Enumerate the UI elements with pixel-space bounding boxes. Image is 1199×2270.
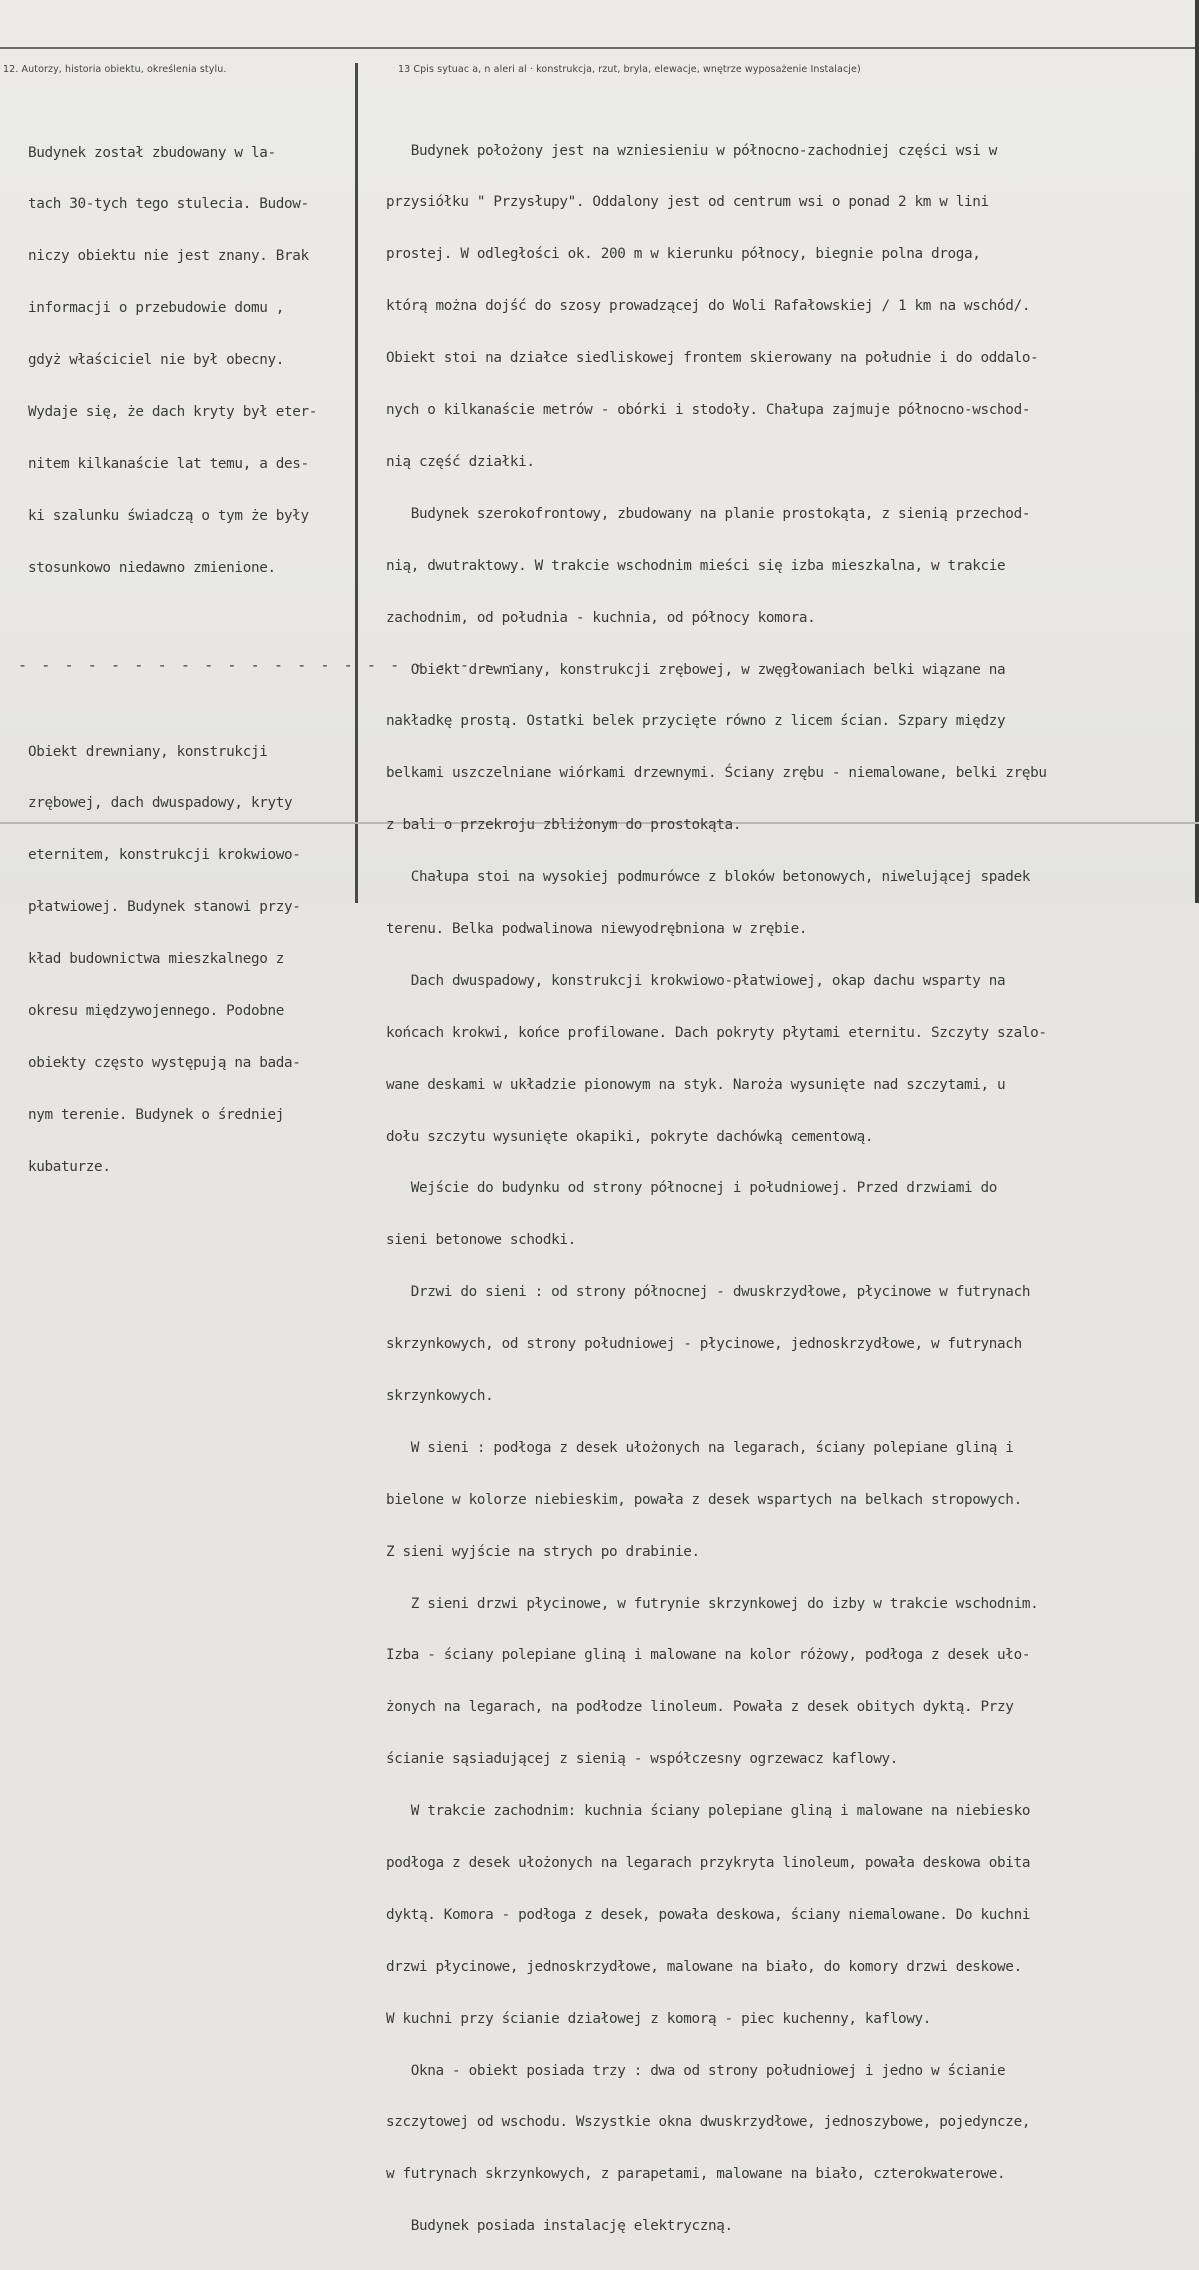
description-line: przysiółku " Przysłupy". Oddalony jest od centrum wsi o ponad 2 km w lini [386, 194, 989, 211]
description-line: W sieni : podłoga z desek ułożonych na legarach, ściany polepiane gliną i [386, 1439, 1014, 1456]
description-line: Drzwi do sieni : od strony północnej - dwuskrzydłowe, płycinowe w futrynach [386, 1284, 1031, 1301]
description-line: nakładkę prostą. Ostatki belek przycięte równo z licem ścian. Szpary między [386, 713, 1006, 730]
description-line: W kuchni przy ścianie działowej z komorą - piec kuchenny, kaflowy. [386, 2010, 931, 2027]
description-line: Z sieni wyjście na strych po drabinie. [386, 1543, 700, 1560]
description-line: belkami uszczelniane wiórkami drzewnymi. Ściany zrębu - niemalowane, belki zrębu [386, 765, 1047, 782]
history-line: Wydaje się, że dach kryty był eter- [28, 404, 318, 421]
description-line: ścianie sąsiadującej z sienią - współczesny ogrzewacz kaflowy. [386, 1751, 898, 1768]
history-line: informacji o przebudowie domu , [28, 300, 284, 317]
description-line: Okna - obiekt posiada trzy : dwa od strony południowej i jedno w ścianie [386, 2062, 1006, 2079]
description-line: Budynek szerokofrontowy, zbudowany na planie prostokąta, z sienią przechod- [386, 505, 1031, 522]
summary-line: nym terenie. Budynek o średniej [28, 1106, 284, 1123]
description-line: nią, dwutraktowy. W trakcie wschodnim mieści się izba mieszkalna, w trakcie [386, 557, 1006, 574]
description-line: bielone w kolorze niebieskim, powała z desek wspartych na belkach stropowych. [386, 1491, 1022, 1508]
description-line: dołu szczytu wysunięte okapiki, pokryte dachówką cementową. [386, 1128, 874, 1145]
top-rule [0, 47, 1199, 49]
description-line: w futrynach skrzynkowych, z parapetami, malowane na biało, czterokwaterowe. [386, 2166, 1006, 2183]
description-line: Obiekt drewniany, konstrukcji zrębowej, w zwęgłowaniach belki wiązane na [386, 661, 1006, 678]
description-line: wane deskami w układzie pionowym na styk. Naroża wysunięte nad szczytami, u [386, 1076, 1006, 1093]
summary-line: obiekty często występują na bada- [28, 1054, 301, 1071]
history-text [28, 110, 317, 612]
description-line: Chałupa stoi na wysokiej podmurówce z bloków betonowych, niwelującej spadek [386, 869, 1031, 886]
summary-line: zrębowej, dach dwuspadowy, kryty [28, 795, 293, 812]
description-line: terenu. Belka podwalinowa niewyodrębniona w zrębie. [386, 920, 808, 937]
description-line: Z sieni drzwi płycinowe, w futrynie skrzynkowej do izby w trakcie wschodnim. [386, 1595, 1039, 1612]
description-line: Obiekt stoi na działce siedliskowej frontem skierowany na południe i do oddalo- [386, 350, 1039, 367]
description-line: W trakcie zachodnim: kuchnia ściany polepiane gliną i malowane na niebiesko [386, 1803, 1031, 1820]
description-line: szczytowej od wschodu. Wszystkie okna dwuskrzydłowe, jednoszybowe, pojedyncze, [386, 2114, 1031, 2131]
dashed-separator: - - - - - - - - - - - - - - - - - - - - - - [18, 656, 519, 674]
history-line: tach 30-tych tego stulecia. Budow- [28, 196, 309, 213]
history-line: gdyż właściciel nie był obecny. [28, 352, 284, 369]
summary-line: kubaturze. [28, 1158, 111, 1175]
summary-line: kład budownictwa mieszkalnego z [28, 951, 284, 968]
summary-line: okresu międzywojennego. Podobne [28, 1003, 284, 1020]
description-line: nią część działki. [386, 453, 535, 470]
description-line: którą można dojść do szosy prowadzącej do Woli Rafałowskiej / 1 km na wschód/. [386, 298, 1031, 315]
summary-line: eternitem, konstrukcji krokwiowo- [28, 847, 301, 864]
section-12-header: 12. Autorzy, historia obiektu, określenia stylu. [3, 64, 227, 75]
description-line: dyktą. Komora - podłoga z desek, powała deskowa, ściany niemalowane. Do kuchni [386, 1906, 1031, 1923]
description-line: Dach dwuspadowy, konstrukcji krokwiowo-płatwiowej, okap dachu wsparty na [386, 972, 1006, 989]
description-line: zachodnim, od południa - kuchnia, od północy komora. [386, 609, 816, 626]
description-line: skrzynkowych. [386, 1387, 494, 1404]
history-line: Budynek został zbudowany w la- [28, 144, 276, 161]
description-line: końcach krokwi, końce profilowane. Dach pokryty płytami eternitu. Szczyty szalo- [386, 1024, 1047, 1041]
summary-text [28, 709, 301, 1211]
section-13-header: 13 Cpis sytuac a, n aleri al · konstrukcja, rzut, bryla, elewacje, wnętrze wyposażenie Instalacje) [398, 64, 861, 75]
description-line: drzwi płycinowe, jednoskrzydłowe, malowane na biało, do komory drzwi deskowe. [386, 1958, 1022, 1975]
history-line: niczy obiektu nie jest znany. Brak [28, 248, 309, 265]
history-line: ki szalunku świadczą o tym że były [28, 507, 309, 524]
description-line: Budynek położony jest na wzniesieniu w północno-zachodniej części wsi w [386, 142, 998, 159]
history-line: stosunkowo niedawno zmienione. [28, 559, 276, 576]
column-divider [355, 63, 358, 903]
description-line: podłoga z desek ułożonych na legarach przykryta linoleum, powała deskowa obita [386, 1854, 1031, 1871]
description-text [386, 108, 1047, 2270]
description-line: prostej. W odległości ok. 200 m w kierunku północy, biegnie polna droga, [386, 246, 981, 263]
summary-line: płatwiowej. Budynek stanowi przy- [28, 899, 301, 916]
description-line: żonych na legarach, na podłodze linoleum. Powała z desek obitych dyktą. Przy [386, 1699, 1014, 1716]
summary-line: Obiekt drewniany, konstrukcji [28, 743, 268, 760]
description-line: nych o kilkanaście metrów - obórki i stodoły. Chałupa zajmuje północno-wschod- [386, 402, 1031, 419]
page-edge [1195, 0, 1199, 903]
description-line: Izba - ściany polepiane gliną i malowane na kolor różowy, podłoga z desek uło- [386, 1647, 1031, 1664]
description-line: Wejście do budynku od strony północnej i południowej. Przed drzwiami do [386, 1180, 998, 1197]
description-line: z bali o przekroju zbliżonym do prostokąta. [386, 817, 742, 834]
description-line: sieni betonowe schodki. [386, 1232, 576, 1249]
description-line: skrzynkowych, od strony południowej - płycinowe, jednoskrzydłowe, w futrynach [386, 1336, 1022, 1353]
description-line: Budynek posiada instalację elektryczną. [386, 2218, 733, 2235]
history-line: nitem kilkanaście lat temu, a des- [28, 455, 309, 472]
